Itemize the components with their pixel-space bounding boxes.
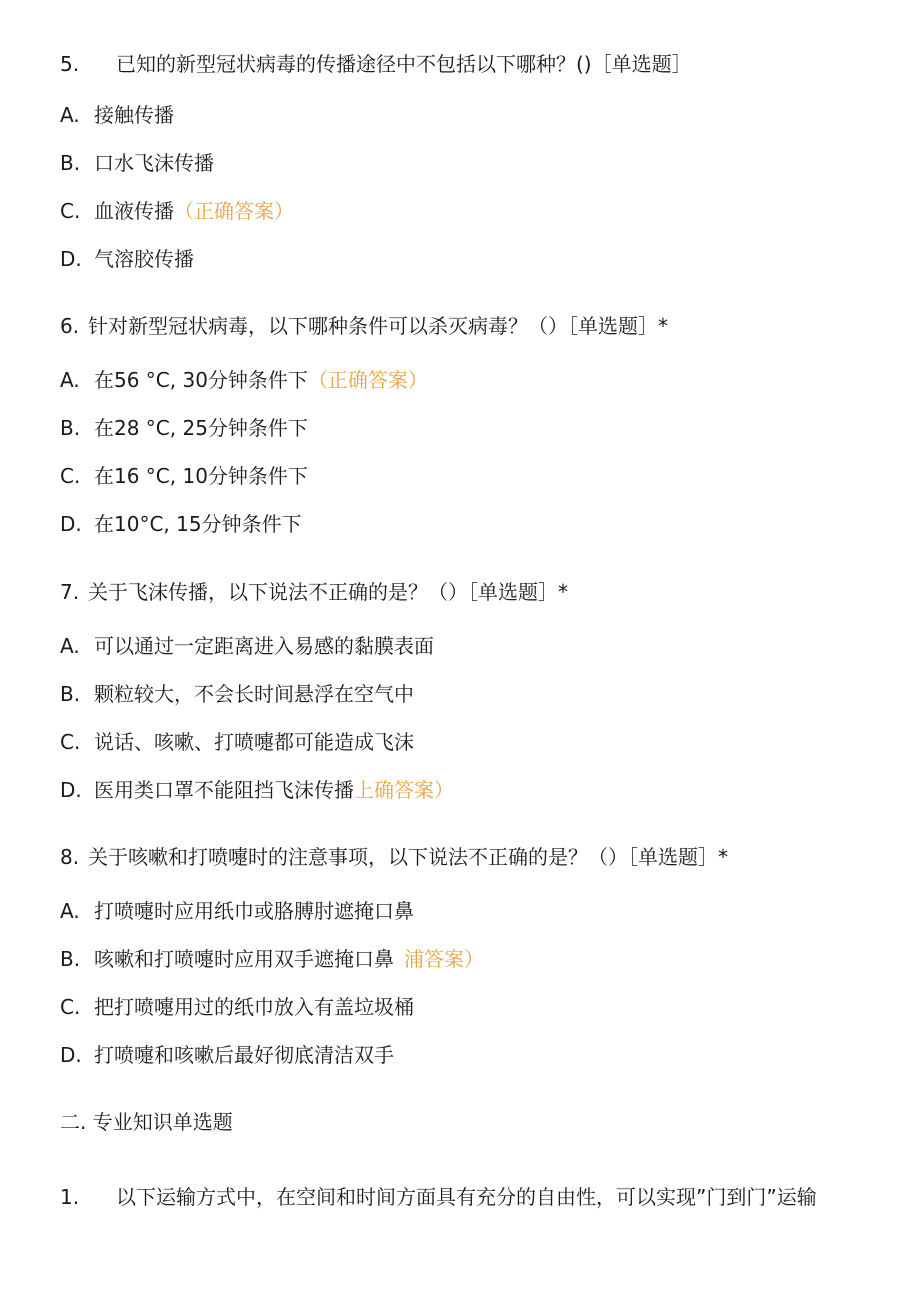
q5-option-c (60, 197, 294, 225)
option-text: 颗粒较大，不会长时间悬浮在空气中 (94, 682, 414, 706)
q5-option-b (60, 149, 214, 177)
option-letter: A. (60, 899, 80, 923)
question-text: 关于飞沫传播，以下说法不正确的是？（）［单选题］* (88, 580, 568, 604)
question-number: 8. (60, 845, 80, 869)
question-number: 1. (60, 1185, 80, 1209)
option-text: 咳嗽和打喷嚏时应用双手遮掩口鼻 (94, 947, 394, 971)
option-text: 医用类口罩不能阻挡飞沫传播 (94, 778, 354, 802)
question-text: 以下运输方式中，在空间和时间方面具有充分的自由性，可以实现”门到门”运输 (116, 1185, 817, 1209)
q8-option-b (60, 945, 484, 973)
option-letter: D. (60, 247, 82, 271)
option-text: 气溶胶传播 (94, 247, 194, 271)
correct-answer-mark: 浦答案） (404, 947, 484, 971)
correct-answer-mark: 上确答案） (354, 778, 454, 802)
question-8 (60, 843, 728, 871)
q7-option-a (60, 632, 434, 660)
option-letter: B. (60, 682, 81, 706)
option-letter: C. (60, 199, 81, 223)
option-text: 在56 °C, 30分钟条件下 (94, 368, 308, 392)
option-text: 血液传播 (94, 199, 174, 223)
question-5 (60, 50, 692, 78)
option-text: 在10°C, 15分钟条件下 (94, 512, 302, 536)
option-letter: B. (60, 416, 81, 440)
question-number: 7. (60, 580, 80, 604)
option-letter: A. (60, 634, 80, 658)
option-letter: C. (60, 464, 81, 488)
option-letter: A. (60, 368, 80, 392)
option-letter: A. (60, 103, 80, 127)
section-question-1 (60, 1183, 860, 1211)
q8-option-c (60, 993, 414, 1021)
section-title: 二. 专业知识单选题 (60, 1110, 233, 1134)
option-letter: B. (60, 151, 81, 175)
question-number: 6. (60, 314, 80, 338)
option-text: 接触传播 (94, 103, 174, 127)
option-text: 打喷嚏和咳嗽后最好彻底清洁双手 (94, 1043, 394, 1067)
option-text: 可以通过一定距离进入易感的黏膜表面 (94, 634, 434, 658)
question-text: 针对新型冠状病毒，以下哪种条件可以杀灭病毒？（）［单选题］* (88, 314, 668, 338)
q6-option-d (60, 510, 302, 538)
q8-option-a (60, 897, 414, 925)
q8-option-d (60, 1041, 394, 1069)
question-number: 5. (60, 52, 80, 76)
option-letter: C. (60, 995, 81, 1019)
option-text: 打喷嚏时应用纸巾或胳膊肘遮掩口鼻 (94, 899, 414, 923)
q5-option-a (60, 101, 174, 129)
q6-option-a (60, 366, 428, 394)
q6-option-b (60, 414, 308, 442)
q7-option-d (60, 776, 454, 804)
q7-option-c (60, 728, 414, 756)
correct-answer-mark: （正确答案） (174, 199, 294, 223)
option-letter: D. (60, 778, 82, 802)
q5-option-d (60, 245, 194, 273)
option-text: 在16 °C, 10分钟条件下 (94, 464, 308, 488)
option-letter: C. (60, 730, 81, 754)
option-letter: D. (60, 1043, 82, 1067)
question-text: 关于咳嗽和打喷嚏时的注意事项，以下说法不正确的是？（）［单选题］* (88, 845, 728, 869)
q6-option-c (60, 462, 308, 490)
option-text: 说话、咳嗽、打喷嚏都可能造成飞沫 (94, 730, 414, 754)
question-7 (60, 578, 568, 606)
q7-option-b (60, 680, 414, 708)
option-letter: D. (60, 512, 82, 536)
option-text: 口水飞沫传播 (94, 151, 214, 175)
option-letter: B. (60, 947, 81, 971)
option-text: 把打喷嚏用过的纸巾放入有盖垃圾桶 (94, 995, 414, 1019)
question-6 (60, 312, 668, 340)
correct-answer-mark: （正确答案） (307, 368, 428, 392)
question-text: 已知的新型冠状病毒的传播途径中不包括以下哪种？()［单选题］ (116, 52, 692, 76)
option-text: 在28 °C, 25分钟条件下 (94, 416, 308, 440)
